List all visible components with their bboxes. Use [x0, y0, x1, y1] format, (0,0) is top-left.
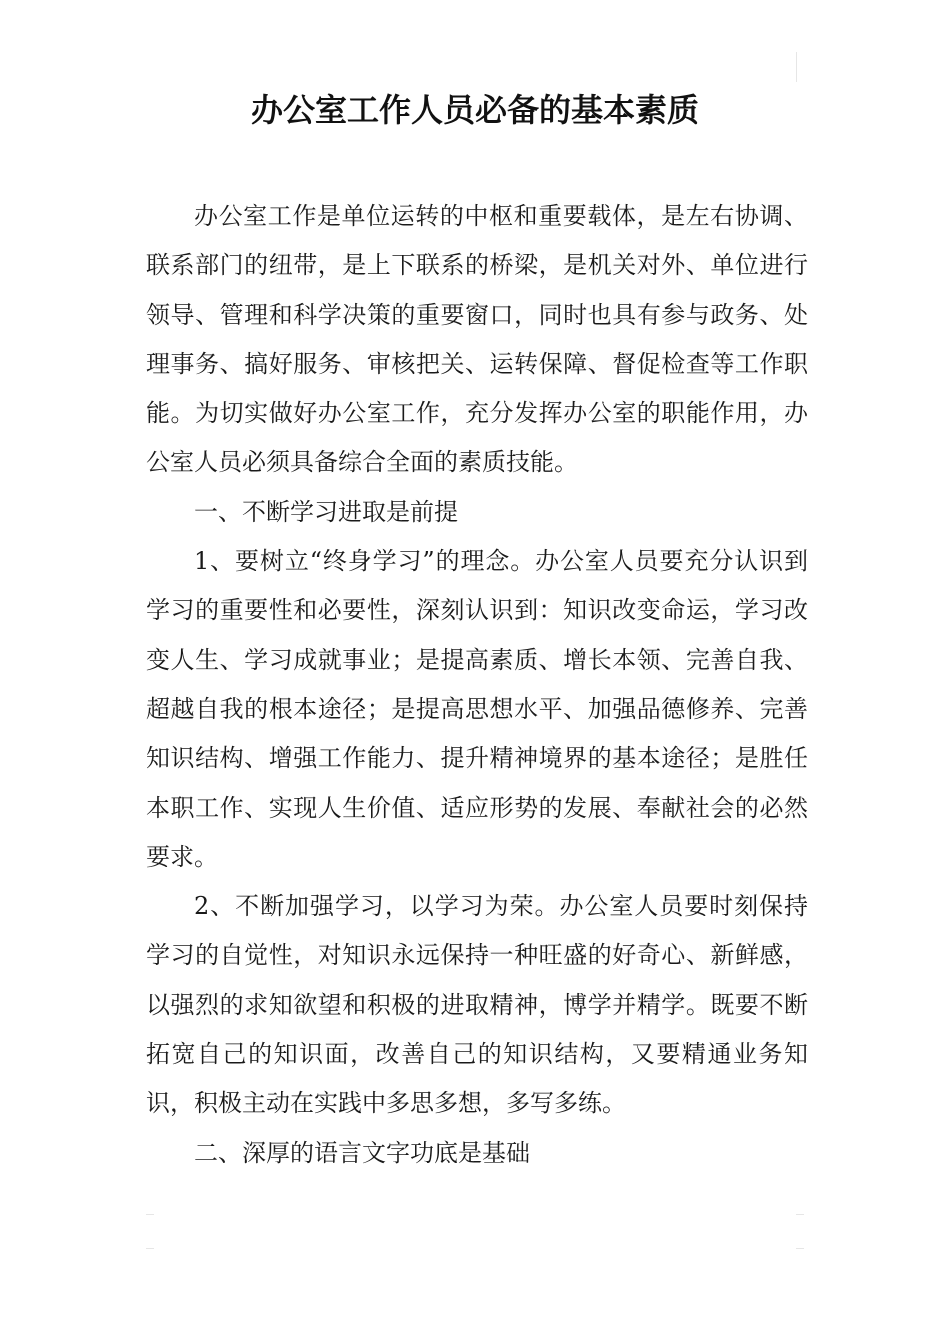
- paragraph-1-1: 1、要树立“终身学习”的理念。办公室人员要充分认识到学习的重要性和必要性，深刻认识到：知识改变命运，学习改变人生、学习成就事业；是提高素质、增长本领、完善自我、超越自我的根本途径；是提高思想水平、加强品德修养、完善知识结构、增强工作能力、提升精神境界的基本途径；是胜任本职工作、实现人生价值、适应形势的发展、奉献社会的必然要求。: [146, 547, 808, 871]
- corner-crop-mark: [146, 1248, 154, 1250]
- paragraph-intro: 办公室工作是单位运转的中枢和重要载体，是左右协调、联系部门的纽带，是上下联系的桥梁，是机关对外、单位进行领导、管理和科学决策的重要窗口，同时也具有参与政务、处理事务、搞好服务、审核把关、运转保障、督促检查等工作职能。为切实做好办公室工作，充分发挥办公室的职能作用，办公室人员必须具备综合全面的素质技能。: [146, 202, 808, 477]
- corner-crop-mark: [146, 1214, 154, 1216]
- paragraph-1-2: 2、不断加强学习，以学习为荣。办公室人员要时刻保持学习的自觉性，对知识永远保持一种旺盛的好奇心、新鲜感，以强烈的求知欲望和积极的进取精神，博学并精学。既要不断拓宽自己的知识面，改善自己的知识结构，又要精通业务知识，积极主动在实践中多思多想，多写多练。: [146, 892, 808, 1118]
- corner-crop-mark: [796, 52, 798, 82]
- section-heading-2: 二、深厚的语言文字功底是基础: [194, 1138, 530, 1167]
- document-title: 办公室工作人员必备的基本素质: [250, 91, 699, 129]
- document-body: [146, 192, 808, 1178]
- section-heading-1: 一、不断学习进取是前提: [194, 497, 458, 526]
- corner-crop-mark: [796, 1248, 804, 1250]
- corner-crop-mark: [796, 1214, 804, 1216]
